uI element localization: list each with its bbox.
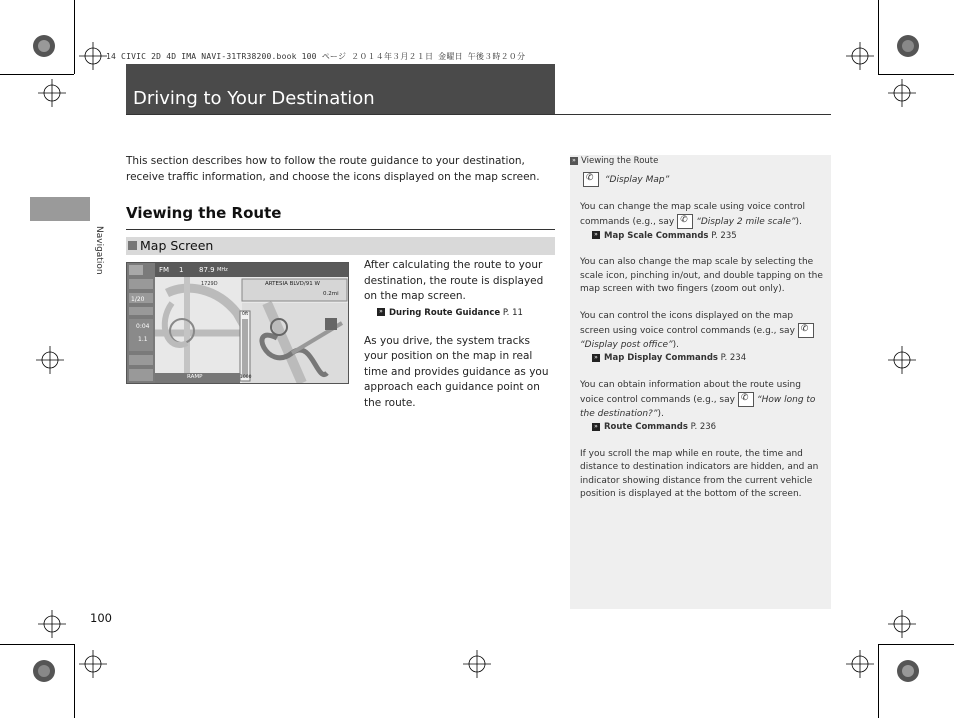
cross-reference[interactable] (377, 307, 556, 320)
guidance-street: ARTESIA BLVD/91 W (265, 281, 320, 287)
guidance-distance: 0.2mi (323, 291, 339, 297)
subsection-heading: Map Screen (140, 238, 214, 253)
sidebar-text: ). (657, 408, 664, 419)
distance-to-destination: 1.1 (138, 336, 148, 343)
body-paragraph: After calculating the route to your destination, the route is displayed on the map screen. (364, 259, 544, 302)
reg-mark-icon (463, 650, 491, 678)
voice-command-text: “Display post office” (580, 339, 673, 350)
file-header: 14 CIVIC 2D 4D IMA NAVI-31TR38200.book 100 ページ ２０１４年３月２１日 金曜日 午後３時２０分 (106, 52, 526, 61)
voice-command-text: “How long to the destination?” (580, 395, 816, 419)
reference-arrow-icon: » (570, 157, 578, 165)
sidebar-text: You can change the map scale using voice control commands (e.g., say (580, 201, 805, 227)
sidebar-heading-text: Viewing the Route (581, 156, 659, 166)
cross-reference-label: Map Scale Commands (604, 230, 709, 241)
voice-command-icon (583, 172, 599, 187)
sidebar-content (580, 172, 823, 515)
radio-frequency-unit: MHz (217, 267, 228, 273)
cross-reference-page: P. 236 (690, 422, 717, 432)
sidebar-text: ). (672, 339, 680, 350)
sidebar-text: ). (795, 217, 802, 227)
time-to-destination: 0:04 (136, 323, 150, 330)
reg-mark-icon (36, 346, 64, 374)
distance-bar-top: 0ft (242, 312, 249, 317)
reference-arrow-icon: » (377, 308, 385, 316)
cross-reference-page: P. 11 (502, 307, 523, 318)
voice-command-line (580, 172, 823, 188)
cross-reference-page: P. 234 (720, 353, 747, 363)
radio-band: FM (159, 266, 170, 274)
sidebar-paragraph: You can also change the map scale by selecting the scale icon, pinching in/out, and double tapping on the map screen with two fingers (zoom out only). (580, 257, 823, 294)
sidebar-paragraph: If you scroll the map while en route, the time and distance to destination indicators are hidden, and an indicator showing distance from the current vehicle position is displayed at the bottom of the screen. (580, 448, 819, 499)
sidebar-text: You can obtain information about the route using voice control commands (e.g., say (580, 379, 801, 405)
cross-reference[interactable] (592, 352, 823, 366)
sidebar-paragraph (580, 201, 823, 244)
side-tab-label: Navigation (94, 226, 104, 275)
road-label: 1729D (201, 281, 218, 287)
voice-command-icon (677, 214, 693, 229)
sidebar-paragraph (580, 310, 823, 366)
reference-arrow-icon: » (592, 231, 600, 239)
cross-reference-page: P. 235 (711, 230, 737, 241)
map-scale: 1/20 (131, 296, 145, 303)
sidebar-text: You can control the icons displayed on the map screen using voice control commands (e.g., say (580, 310, 795, 336)
voice-command-text: “Display Map” (604, 175, 670, 185)
reg-mark-icon (79, 650, 107, 678)
bottom-road-label: RAMP (187, 374, 203, 380)
radio-preset: 1 (179, 266, 184, 274)
cross-reference-label: Map Display Commands (604, 353, 718, 363)
page-title: Driving to Your Destination (133, 88, 375, 109)
reference-arrow-icon: » (592, 354, 600, 362)
section-heading: Viewing the Route (126, 204, 282, 222)
reg-mark-icon (846, 42, 874, 70)
reg-mark-icon (38, 79, 66, 107)
reference-arrow-icon: » (592, 423, 600, 431)
voice-command-icon (738, 392, 754, 407)
reg-mark-icon (846, 650, 874, 678)
cross-reference-label: Route Commands (604, 422, 688, 432)
page-number: 100 (90, 611, 112, 625)
reg-mark-icon (79, 42, 107, 70)
reg-mark-icon (888, 346, 916, 374)
voice-command-text: “Display 2 mile scale” (696, 217, 796, 227)
distance-bar-bottom: 1000 (240, 375, 252, 380)
cross-reference[interactable] (592, 230, 823, 244)
subsection-marker-icon (128, 241, 137, 250)
body-column (364, 258, 556, 411)
radio-frequency: 87.9 (199, 266, 215, 274)
reg-mark-icon (888, 610, 916, 638)
sidebar-paragraph (580, 379, 823, 435)
side-tab (30, 197, 90, 221)
title-rule (126, 114, 831, 115)
section-rule (126, 229, 555, 230)
reg-mark-icon (38, 610, 66, 638)
voice-command-icon (798, 323, 814, 338)
body-paragraph: As you drive, the system tracks your position on the map in real time and provides guidance as you approach each guidance point on the route. (364, 334, 549, 409)
reg-mark-icon (888, 79, 916, 107)
intro-paragraph: This section describes how to follow the route guidance to your destination, receive traffic information, and choose the icons displayed on the map screen. (126, 155, 540, 183)
map-screen-image (126, 262, 349, 384)
cross-reference[interactable] (592, 421, 823, 435)
cross-reference-label: During Route Guidance (389, 307, 501, 318)
sidebar-heading (570, 156, 658, 166)
